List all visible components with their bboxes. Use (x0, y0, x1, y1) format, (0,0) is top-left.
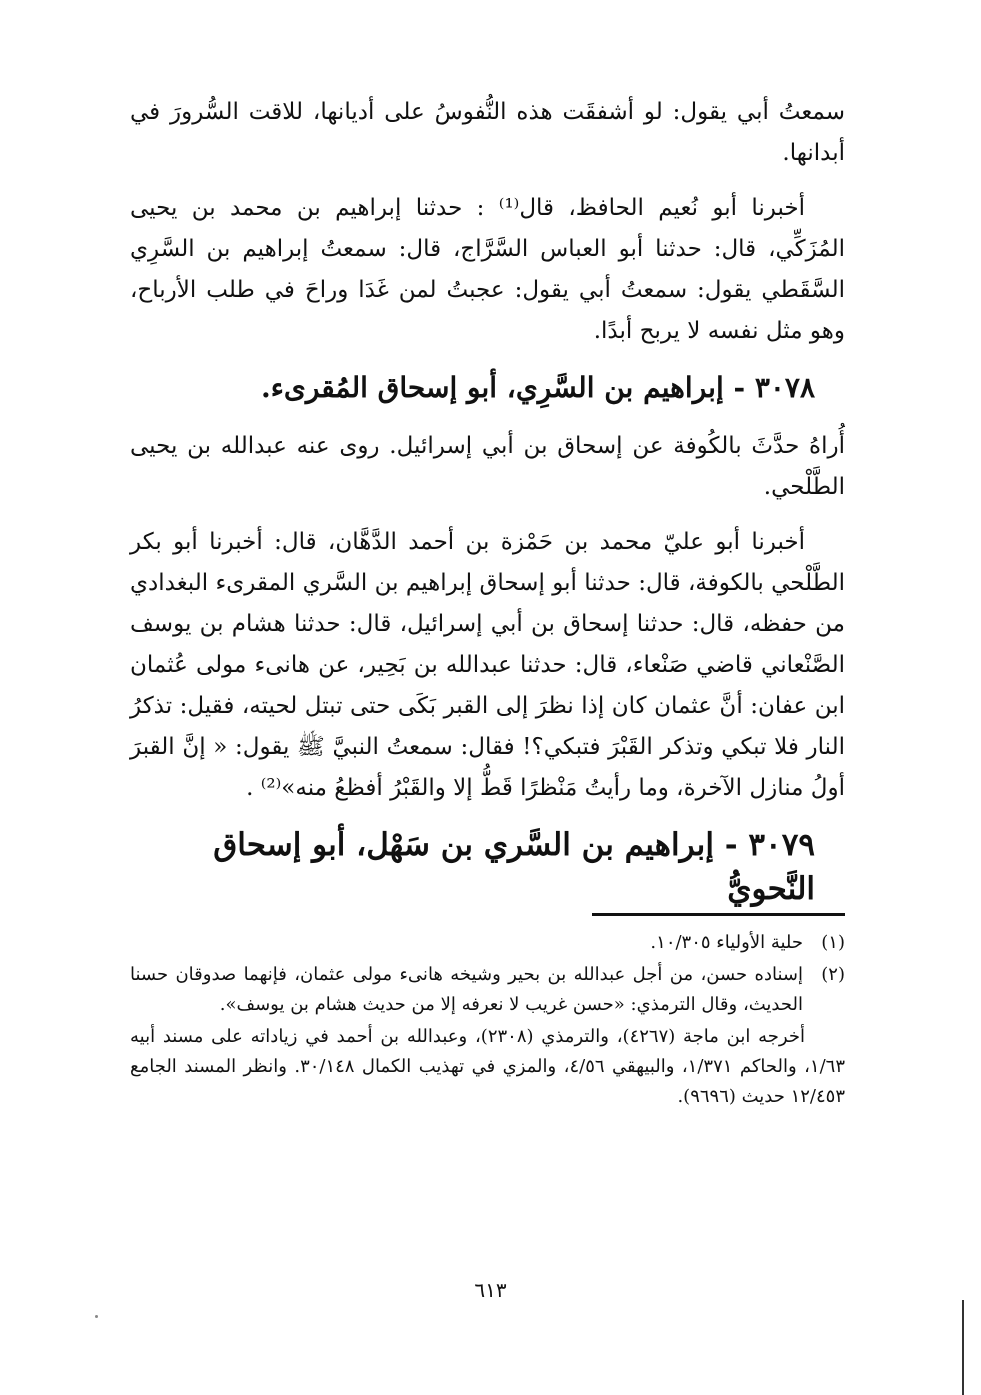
main-text (130, 92, 845, 911)
paragraph-3: أُراهُ حدَّثَ بالكُوفة عن إسحاق بن أبي إسرائيل. روى عنه عبدالله بن يحيى الطَّلْحي. (130, 433, 845, 500)
entry-heading-3078: ٣٠٧٨ - إبراهيم بن السَّرِي، أبو إسحاق المُقرىء. (260, 371, 815, 404)
scan-speck (95, 1315, 98, 1318)
scan-edge-line (962, 1300, 964, 1395)
footnote-text: حلية الأولياء ١٠/٣٠٥. (650, 932, 803, 953)
footnote-text: إسناده حسن، من أجل عبدالله بن بحير وشيخه هانىء مولى عثمان، فإنهما صدوقان حسنا الحديث، وقال الترمذي: «حسن غريب لا نعرفه إلا من حديث هشام بن يوسف». (130, 964, 803, 1015)
footnote-number: (٢) (821, 964, 845, 985)
footnote-2-continuation: أخرجه ابن ماجة (٤٢٦٧)، والترمذي (٢٣٠٨)، وعبدالله بن أحمد في زياداته على مسند أبيه ١/٦٣، والحاكم ١/٣٧١، والبيهقي ٤/٥٦، والمزي في تهذيب الكمال ٣٠/١٤٨. وانظر المسند الجامع ١٢/٤٥٣ حديث (٩٦٩٦). (130, 1026, 845, 1107)
footnote-number: (١) (821, 932, 845, 953)
footnotes (130, 928, 845, 1112)
page-number: ٦١٣ (474, 1278, 507, 1302)
footnote-divider (592, 913, 845, 916)
paragraph-4: أخبرنا أبو عليّ محمد بن حَمْزة بن أحمد الدَّهَّان، قال: أخبرنا أبو بكر الطَّلْحي بالكوفة، قال: حدثنا أبو إسحاق إبراهيم بن السَّري المقرىء البغدادي من حفظه، قال: حدثنا إسحاق بن أبي إسرائيل، قال: حدثنا هشام بن يوسف الصَّنْعاني قاضي صَنْعاء، قال: حدثنا عبدالله بن بَحِير، عن هانىء مولى عُثمان ابن عفان: أنَّ عثمان كان إذا نظرَ إلى القبر بَكَى حتى تبتل لحيته، فقيل: تذكرُ النار فلا تبكي وتذكر القَبْرَ فتبكي؟! فقال: سمعتُ النبيَّ ﷺ يقول: « إنَّ القبرَ أولُ منازل الآخرة، وما رأيتُ مَنْظرًا قَطُّ إلا والقَبْرُ أفظعُ منه»⁽²⁾ . (130, 529, 845, 801)
footnote-2 (130, 960, 845, 1020)
paragraph-1: سمعتُ أبي يقول: لو أشفقَت هذه النُّفوسُ على أديانها، للاقت السُّرورَ في أبدانها. (130, 99, 845, 166)
entry-heading-3079: ٣٠٧٩ - إبراهيم بن السَّري بن سَهْل، أبو إسحاق النَّحويُّ (213, 827, 815, 907)
footnote-1 (130, 928, 845, 958)
paragraph-2: أخبرنا أبو نُعيم الحافظ، قال⁽¹⁾ : حدثنا إبراهيم بن محمد بن يحيى المُزَكِّي، قال: حدثنا أبو العباس السَّرَّاج، قال: سمعتُ إبراهيم بن السَّرِي السَّقَطي يقول: سمعتُ أبي يقول: عجبتُ لمن غَدَا وراحَ في طلب الأرباح، وهو مثل نفسه لا يربح أبدًا. (130, 195, 845, 344)
